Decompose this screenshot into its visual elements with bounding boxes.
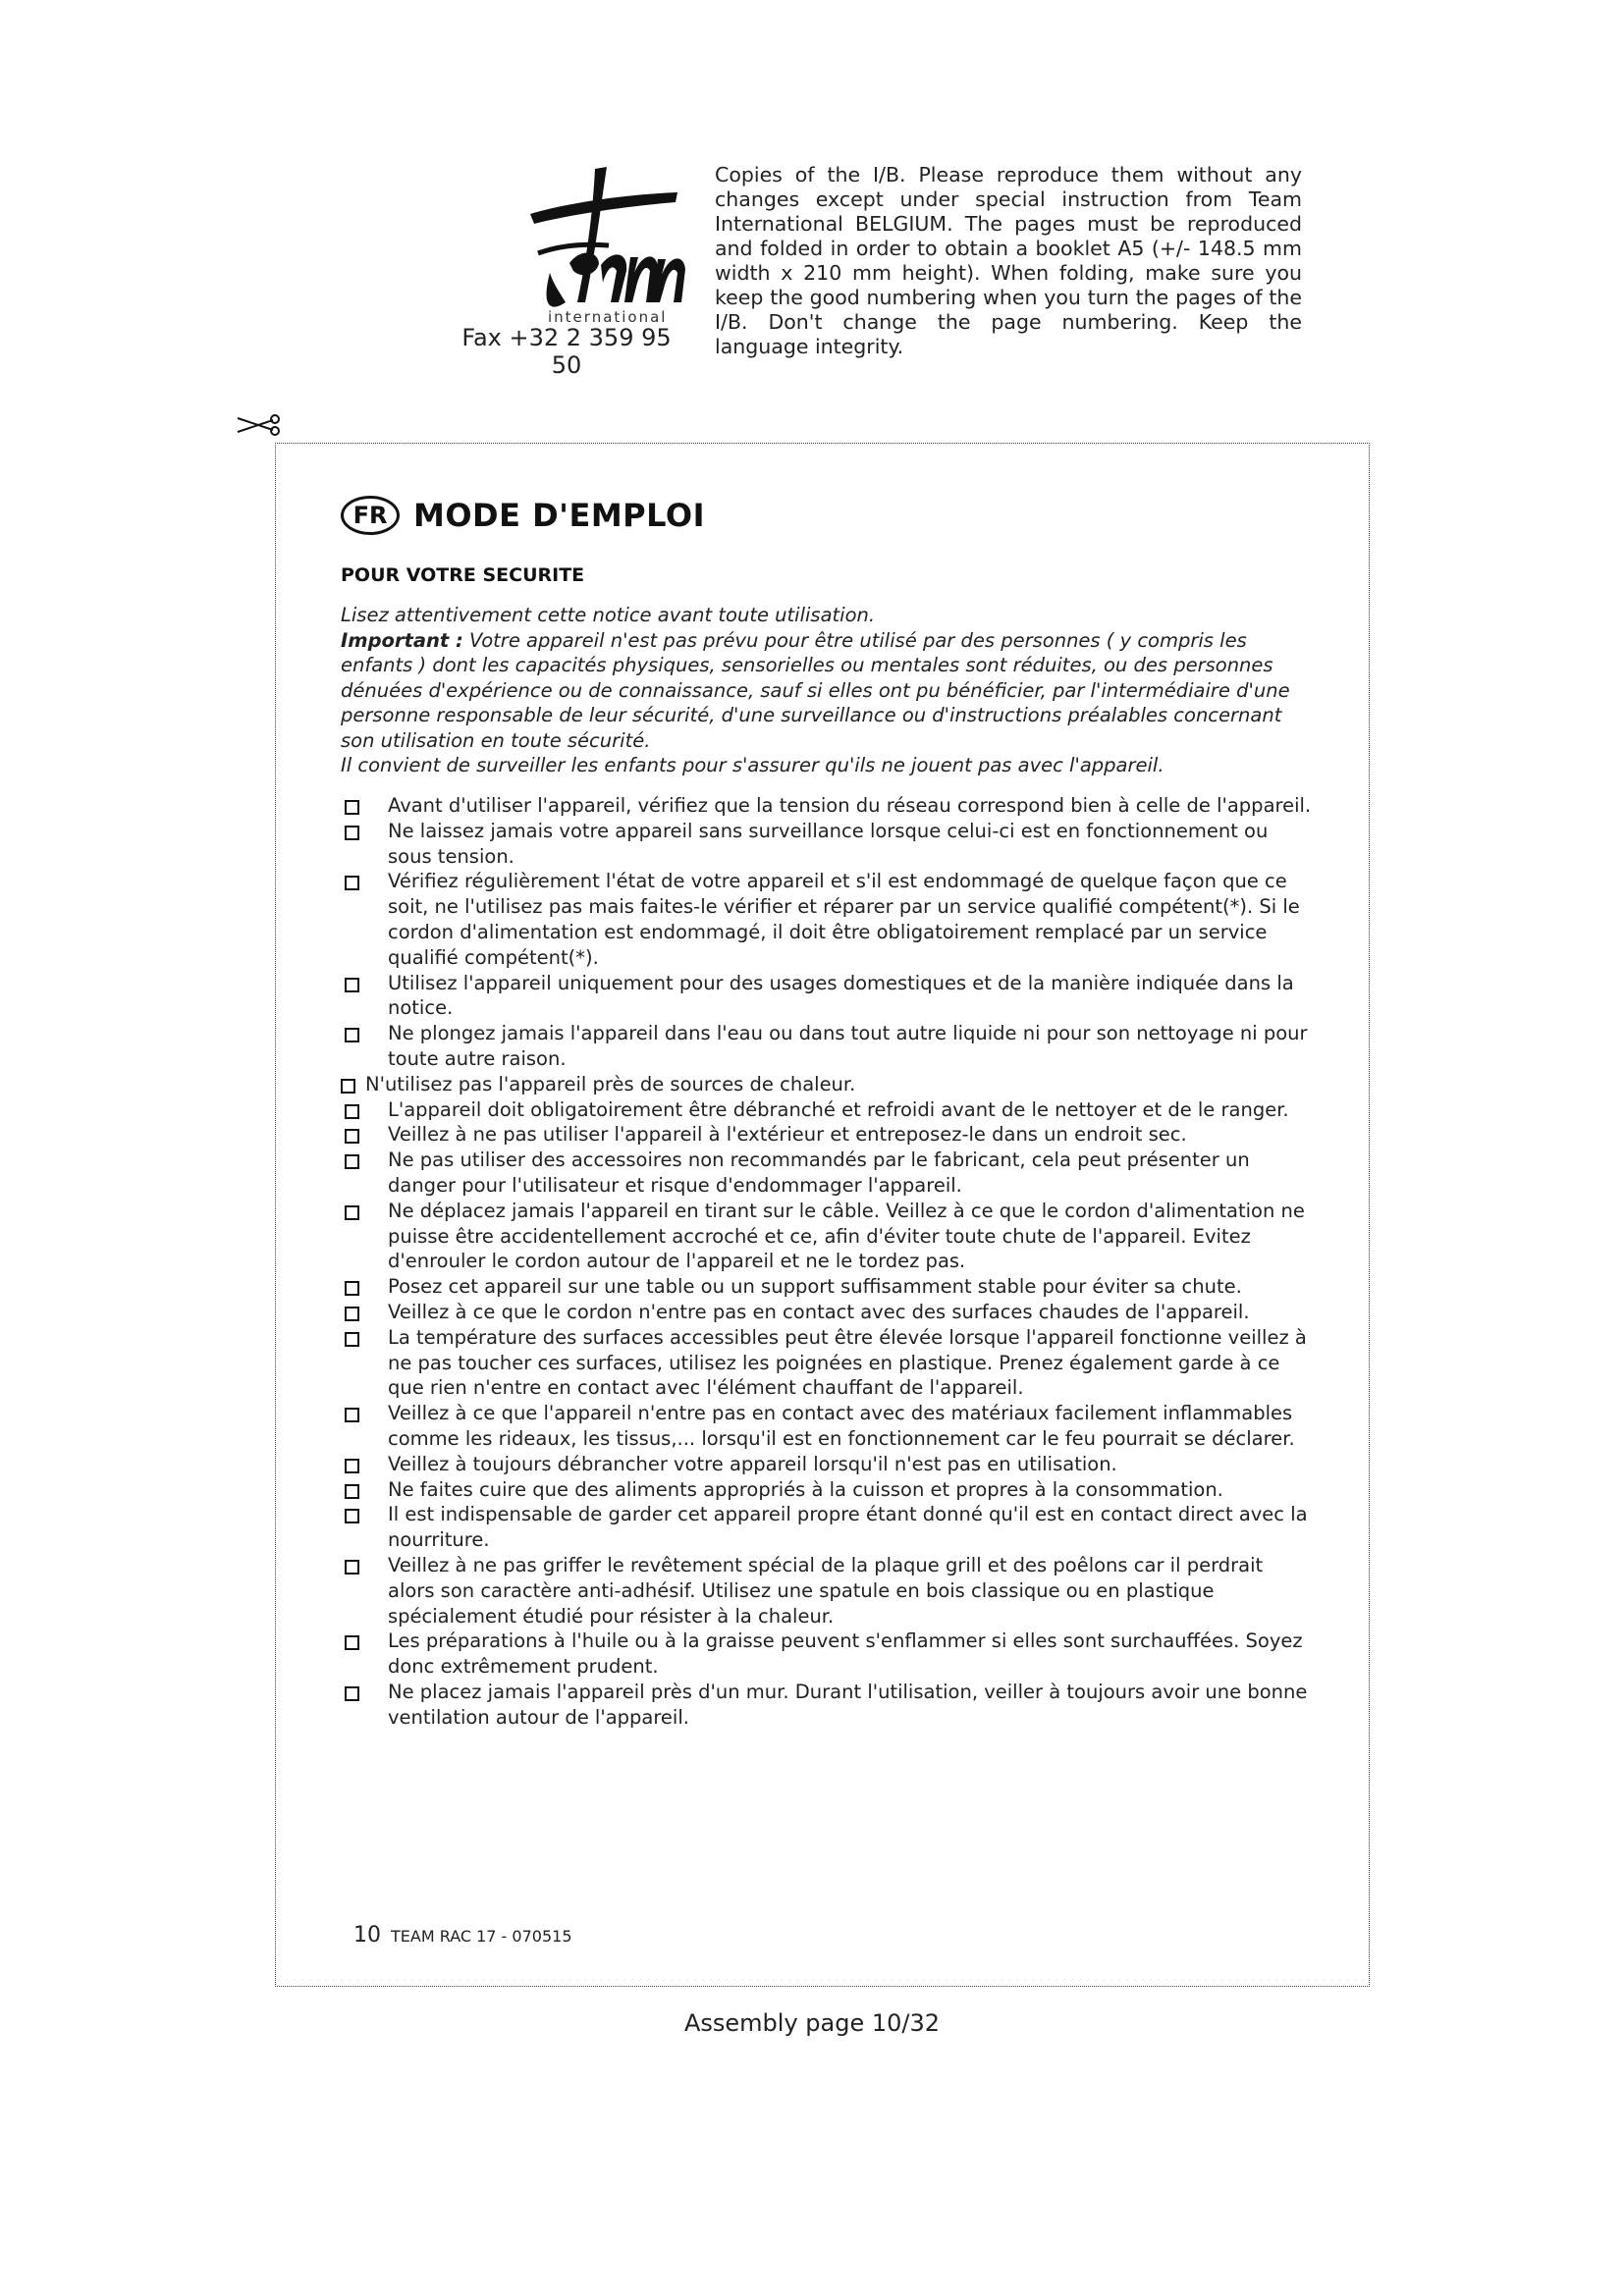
checkbox-bullet-icon [345,1154,359,1169]
list-item-text: Veillez à ne pas utiliser l'appareil à l'extérieur et entreposez-le dans un endroit sec. [388,1123,1187,1147]
list-item [341,1021,1313,1072]
checkbox-bullet-icon [341,1079,355,1094]
list-item-text: Ne placez jamais l'appareil près d'un mur. Durant l'utilisation, veiller à toujours avoir une bonne ventilation autour de l'appareil. [388,1680,1308,1729]
team-international-logo [491,155,687,332]
checkbox-bullet-icon [345,1028,359,1042]
list-item [341,1199,1313,1274]
list-item-text: La température des surfaces accessibles peut être élevée lorsque l'appareil fonctionne veillez à ne pas toucher ces surfaces, utilisez les poignées en plastique. Prenez également garde à ce que rien n'entre en contact avec l'élément chauffant de l'appareil. [388,1325,1307,1400]
list-item-text: Veillez à toujours débrancher votre appareil lorsqu'il n'est pas en utilisation. [388,1452,1117,1475]
list-item [341,1477,1313,1503]
checkbox-bullet-icon [345,1484,359,1499]
checkbox-bullet-icon [345,1129,359,1144]
page-title: MODE D'EMPLOI [413,497,705,534]
reproduction-instructions: Copies of the I/B. Please reproduce them without any changes except under special instruction from Team International BELGIUM. The pages must be reproduced and folded in order to obtain a booklet A5 (+/- 148.5 mm width x 210 mm height). When folding, make sure you keep the good numbering when you turn the pages of the I/B. Don't change the page numbering. Keep the language integrity. [715,163,1302,358]
document-code: TEAM RAC 17 - 070515 [391,1927,572,1946]
list-item [341,1122,1313,1148]
list-item-text: L'appareil doit obligatoirement être débranché et refroidi avant de le nettoyer et de le ranger. [388,1097,1289,1121]
list-item [341,1502,1313,1553]
list-item [341,869,1313,970]
list-item [341,971,1313,1022]
manual-title-row [341,491,705,540]
checkbox-bullet-icon [345,1205,359,1220]
page-number: 10 [353,1923,381,1948]
checkbox-bullet-icon [345,1560,359,1575]
list-item-text: N'utilisez pas l'appareil près de sources de chaleur. [365,1072,856,1095]
list-item [341,819,1313,870]
checkbox-bullet-icon [345,1281,359,1296]
list-item [341,1097,1313,1123]
list-item [341,1680,1313,1731]
checkbox-bullet-icon [345,800,359,815]
intro-line-3: Il convient de surveiller les enfants pour s'assurer qu'ils ne jouent pas avec l'appareil. [341,754,1164,776]
checkbox-bullet-icon [345,1104,359,1119]
list-item [341,793,1313,819]
intro-line-1: Lisez attentivement cette notice avant toute utilisation. [341,604,876,626]
page-footer [353,1923,572,1948]
list-item-text: Veillez à ce que l'appareil n'entre pas en contact avec des matériaux facilement inflammables comme les rideaux, les tissus,... lorsqu'il est en fonctionnement car le feu pourrait se déclarer. [388,1402,1295,1450]
important-label: Important : [341,628,463,652]
list-item-text: Posez cet appareil sur une table ou un support suffisamment stable pour éviter sa chute. [388,1275,1242,1299]
fax-number: Fax +32 2 359 95 50 [461,324,672,379]
assembly-page-label: Assembly page 10/32 [683,2009,941,2037]
list-item [341,1401,1313,1452]
list-item-text: Avant d'utiliser l'appareil, vérifiez que la tension du réseau correspond bien à celle de l'appareil. [388,794,1312,817]
checkbox-bullet-icon [345,1635,359,1650]
checkbox-bullet-icon [345,1686,359,1701]
language-badge: FR [341,496,400,535]
important-text: Votre appareil n'est pas prévu pour être utilisé par des personnes ( y compris les enfants ) dont les capacités physiques, sensorielles ou mentales sont réduites, ou des personnes dénuées d'expérience ou de connaissance, sauf si elles ont pu bénéficier, par l'intermédiaire d'une personne responsable de leur sécurité, d'une surveillance ou d'instructions préalables concernant son utilisation en toute sécurité. [341,628,1290,752]
list-item [341,1325,1313,1401]
checkbox-bullet-icon [345,1408,359,1422]
intro-text [341,603,1308,778]
list-item [341,1300,1313,1325]
section-heading: POUR VOTRE SECURITE [341,564,585,586]
list-item-text: Ne pas utiliser des accessoires non recommandés par le fabricant, cela peut présenter un danger pour l'utilisateur et risque d'endommager l'appareil. [388,1148,1250,1197]
list-item-text: Veillez à ne pas griffer le revêtement spécial de la plaque grill et des poêlons car il perdrait alors son caractère anti-adhésif. Utilisez une spatule en bois classique ou en plastique spécialement étudié pour résister à la chaleur. [388,1553,1264,1628]
checkbox-bullet-icon [345,1509,359,1523]
checkbox-bullet-icon [345,978,359,992]
list-item [341,1629,1313,1680]
list-item [341,1553,1313,1629]
list-item-text: Ne faites cuire que des aliments appropriés à la cuisson et propres à la consommation. [388,1477,1223,1501]
checkbox-bullet-icon [345,1332,359,1347]
checkbox-bullet-icon [345,826,359,840]
list-item-text: Vérifiez régulièrement l'état de votre appareil et s'il est endommagé de quelque façon que ce soit, ne l'utilisez pas mais faites-le vérifier et réparer par un service qualifié compétent(*). Si le cordon d'alimentation est endommagé, il doit être obligatoirement remplacé par un service qualifié compétent(*). [388,870,1300,969]
list-item [341,1274,1313,1300]
list-item-text: Ne plongez jamais l'appareil dans l'eau ou dans tout autre liquide ni pour son nettoyage ni pour toute autre raison. [388,1022,1308,1070]
list-item [341,1072,1313,1097]
list-item-text: Utilisez l'appareil uniquement pour des usages domestiques et de la manière indiquée dans la notice. [388,971,1294,1020]
list-item-text: Ne laissez jamais votre appareil sans surveillance lorsque celui-ci est en fonctionnement ou sous tension. [388,819,1269,868]
checkbox-bullet-icon [345,876,359,890]
checkbox-bullet-icon [345,1307,359,1321]
checkbox-bullet-icon [345,1459,359,1473]
logo-subtext: international [548,308,668,326]
important-paragraph [341,628,1308,754]
list-item-text: Ne déplacez jamais l'appareil en tirant sur le câble. Veillez à ce que le cordon d'alimentation ne puisse être accidentellement accroché et ce, afin d'éviter toute chute de l'appareil. Evitez d'enrouler le cordon autour de l'appareil et ne le tordez pas. [388,1199,1305,1273]
list-item [341,1148,1313,1199]
scissors-icon [234,404,281,440]
list-item-text: Veillez à ce que le cordon n'entre pas en contact avec des surfaces chaudes de l'appareil. [388,1300,1250,1323]
list-item-text: Les préparations à l'huile ou à la graisse peuvent s'enflammer si elles sont surchauffées. Soyez donc extrêmement prudent. [388,1629,1303,1679]
list-item [341,1452,1313,1477]
list-item-text: Il est indispensable de garder cet appareil propre étant donné qu'il est en contact direct avec la nourriture. [388,1503,1308,1552]
safety-instructions-list [341,793,1313,1730]
